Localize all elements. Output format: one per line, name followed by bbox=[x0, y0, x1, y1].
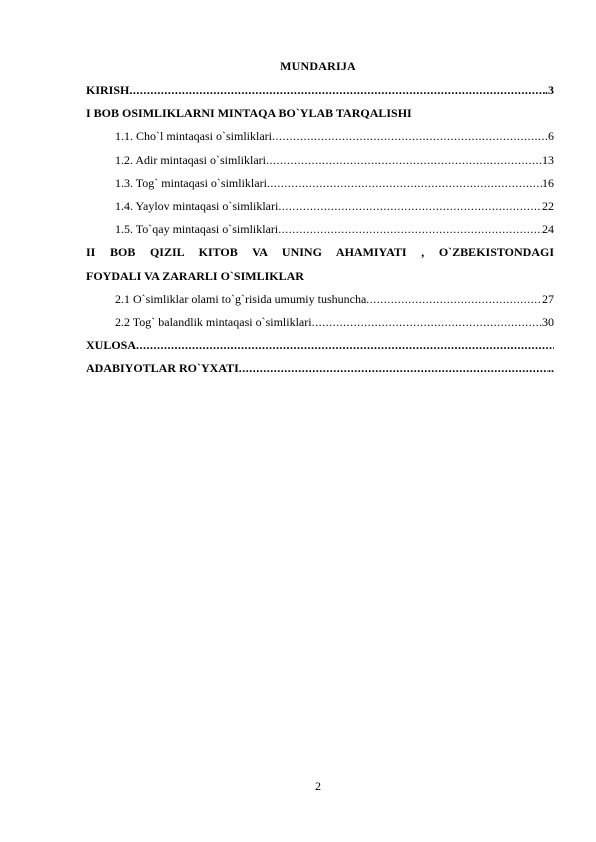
dot-leader bbox=[129, 79, 545, 102]
dot-leader bbox=[266, 149, 542, 172]
page-number: 2 bbox=[315, 779, 321, 793]
toc-page-number: 13 bbox=[542, 152, 554, 167]
toc-entry-text: 1.5. To`qay mintaqasi o`simliklari bbox=[115, 222, 279, 237]
toc-entry-kirish[interactable] bbox=[86, 79, 554, 102]
toc-entry-1-4[interactable] bbox=[86, 195, 554, 218]
toc-entry-text: II BOB QIZIL KITOB VA UNING AHAMIYATI , O`ZBEKISTONDAGI bbox=[86, 245, 554, 260]
toc-chapter-2-line-2[interactable] bbox=[86, 265, 554, 288]
toc-entry-xulosa[interactable] bbox=[86, 334, 554, 357]
toc-entry-text: 1.4. Yaylov mintaqasi o`simliklari bbox=[115, 198, 279, 213]
toc-entry-text: 1.3. Tog` mintaqasi o`simliklari bbox=[115, 175, 267, 190]
toc-entry-adabiyotlar[interactable] bbox=[86, 357, 554, 380]
toc-entry-text: 2.2 Tog` balandlik mintaqasi o`simliklari bbox=[115, 314, 312, 329]
toc-page-number: 6 bbox=[548, 129, 554, 144]
toc-entry-2-1[interactable] bbox=[86, 288, 554, 311]
toc-title: MUNDARIJA bbox=[280, 59, 356, 73]
toc-entry-text: KIRISH bbox=[86, 83, 130, 97]
dot-leader bbox=[239, 357, 548, 380]
dot-leader bbox=[312, 311, 542, 334]
toc-entry-text: I BOB OSIMLIKLARNI MINTAQA BO`YLAB TARQALISHI bbox=[86, 106, 412, 121]
toc-entry-1-3[interactable] bbox=[86, 172, 554, 195]
toc-entry-text: FOYDALI VA ZARARLI O`SIMLIKLAR bbox=[86, 268, 304, 283]
toc-page-number: 24 bbox=[542, 222, 554, 237]
toc-entry-text: XULOSA bbox=[86, 338, 137, 353]
dot-leader bbox=[267, 172, 542, 195]
dot-leader bbox=[366, 288, 542, 311]
dot-leader bbox=[278, 218, 542, 241]
toc-page-number: 16 bbox=[542, 175, 554, 190]
toc-page-number: 27 bbox=[542, 291, 554, 306]
dot-leader bbox=[278, 195, 542, 218]
toc-chapter-2-line-1[interactable] bbox=[86, 241, 554, 264]
toc-entry-2-2[interactable] bbox=[86, 311, 554, 334]
dot-leader bbox=[136, 334, 554, 357]
toc-page-number: .. bbox=[548, 361, 554, 376]
dot-leader bbox=[272, 125, 548, 148]
toc-page-number: 30 bbox=[542, 314, 554, 329]
toc-entry-text: 1.1. Cho`l mintaqasi o`simliklari bbox=[115, 129, 272, 144]
toc-entry-1-2[interactable] bbox=[86, 149, 554, 172]
toc-chapter-1[interactable] bbox=[86, 102, 554, 125]
toc-entry-1-1[interactable] bbox=[86, 125, 554, 148]
table-of-contents bbox=[86, 79, 554, 380]
toc-entry-text: ADABIYOTLAR RO`YXATI bbox=[86, 361, 239, 376]
toc-page-number: .3 bbox=[545, 83, 554, 97]
toc-page-number: 22 bbox=[542, 198, 554, 213]
toc-entry-1-5[interactable] bbox=[86, 218, 554, 241]
toc-entry-text: 1.2. Adir mintaqasi o`simliklari bbox=[115, 152, 266, 167]
toc-entry-text: 2.1 O`simliklar olami to`g`risida umumiy tushuncha bbox=[115, 291, 367, 306]
